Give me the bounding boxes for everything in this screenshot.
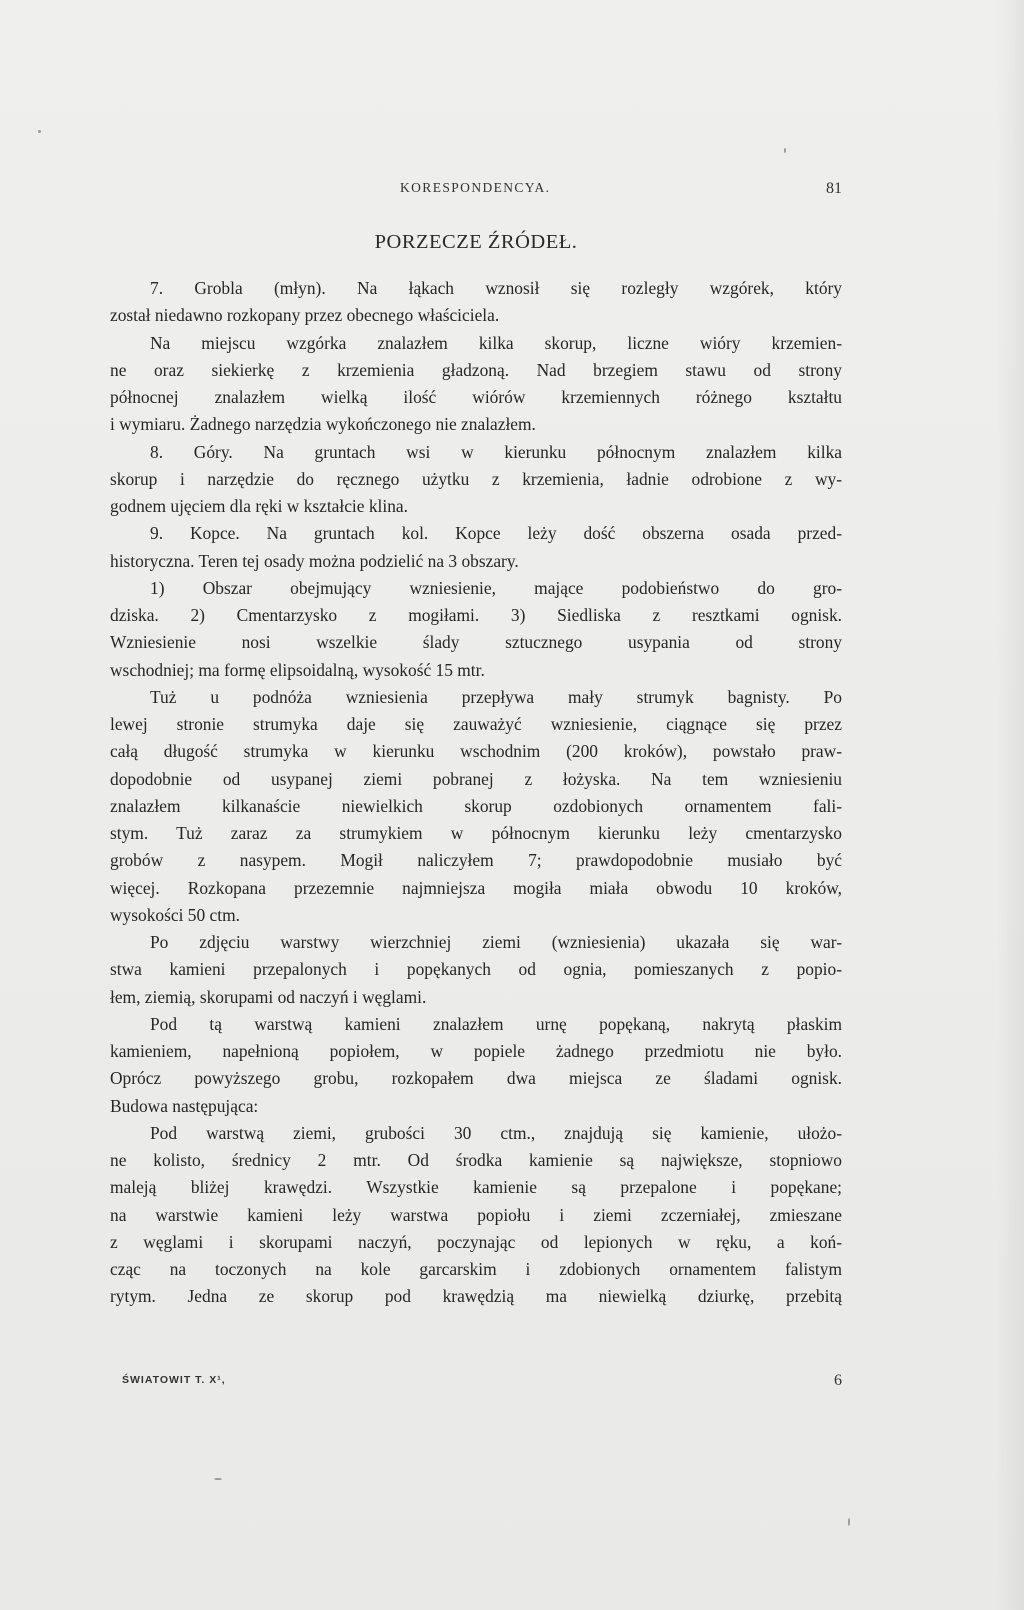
text-line: znalazłem kilkanaście niewielkich skorup ozdobionych ornamentem fali- xyxy=(110,795,842,816)
text-line: całą długość strumyka w kierunku wschodnim (200 kroków), powstało praw- xyxy=(110,741,842,762)
text-line: Oprócz powyższego grobu, rozkopałem dwa miejsca ze śladami ognisk. xyxy=(110,1068,842,1089)
text-line: ne oraz siekierkę z krzemienia gładzoną. Nad brzegiem stawu od strony xyxy=(110,359,842,380)
sheet-number: 6 xyxy=(834,1372,842,1389)
paper-speck xyxy=(848,1518,850,1526)
text-line: cząc na toczonych na kole garcarskim i zdobionych ornamentem falistym xyxy=(110,1259,842,1279)
text-line: maleją bliżej krawędzi. Wszystkie kamienie są przepalone i popękane; xyxy=(110,1177,842,1198)
page-header xyxy=(110,180,842,202)
text-line: Tuż u podnóża wzniesienia przepływa mały strumyk bagnisty. Po xyxy=(150,686,842,707)
text-line: grobów z nasypem. Mogił naliczyłem 7; prawdopodobnie musiało być xyxy=(110,850,842,871)
text-line: ne kolisto, średnicy 2 mtr. Od środka kamienie są największe, stopniowo xyxy=(110,1150,842,1170)
text-line: stwa kamieni przepalonych i popękanych od ognia, pomieszanych z popio- xyxy=(110,959,842,980)
text-line: stym. Tuż zaraz za strumykiem w północnym kierunku leży cmentarzysko xyxy=(110,823,842,843)
paper-speck xyxy=(38,130,41,133)
text-line: Na miejscu wzgórka znalazłem kilka skorup, liczne wióry krzemien- xyxy=(150,332,842,353)
paper-speck xyxy=(214,1478,222,1480)
text-line: Po zdjęciu warstwy wierzchniej ziemi (wzniesienia) ukazała się war- xyxy=(150,932,842,952)
text-line: łem, ziemią, skorupami od naczyń i węglami. xyxy=(110,986,427,1007)
signature-mark: ŚWIATOWIT T. X¹, xyxy=(122,1374,226,1386)
body-text xyxy=(110,275,842,1311)
text-line: na warstwie kamieni leży warstwa popiołu i ziemi zczerniałej, zmieszane xyxy=(110,1204,842,1225)
text-line: dopodobnie od usypanej ziemi pobranej z łożyska. Na tem wzniesieniu xyxy=(110,768,842,789)
text-line: Budowa następująca: xyxy=(110,1095,259,1116)
text-line: wysokości 50 ctm. xyxy=(110,904,240,925)
text-line: rytym. Jedna ze skorup pod krawędzią ma niewielką dziurkę, przebitą xyxy=(110,1286,842,1307)
text-line: Pod warstwą ziemi, grubości 30 ctm., znajdują się kamienie, ułożo- xyxy=(150,1122,842,1143)
text-line: dziska. 2) Cmentarzysko z mogiłami. 3) Siedliska z resztkami ognisk. xyxy=(110,605,842,625)
text-line: skorup i narzędzie do ręcznego użytku z krzemienia, ładnie odrobione z wy- xyxy=(110,468,842,489)
text-line: 9. Kopce. Na gruntach kol. Kopce leży dość obszerna osada przed- xyxy=(150,523,842,544)
text-line: 8. Góry. Na gruntach wsi w kierunku północnym znalazłem kilka xyxy=(150,441,842,462)
text-line: z węglami i skorupami naczyń, poczynając od lepionych w ręku, a koń- xyxy=(110,1231,842,1252)
text-line: i wymiaru. Żadnego narzędzia wykończonego nie znalazłem. xyxy=(110,414,536,435)
page-number: 81 xyxy=(826,180,842,197)
text-line: godnem ujęciem dla ręki w kształcie klina. xyxy=(110,496,408,516)
text-line: historyczna. Teren tej osady można podzielić na 3 obszary. xyxy=(110,550,519,571)
text-line: północnej znalazłem wielką ilość wiórów krzemiennych różnego kształtu xyxy=(110,387,842,407)
text-line: więcej. Rozkopana przezemnie najmniejsza mogiła miała obwodu 10 kroków, xyxy=(110,877,842,898)
text-line: lewej stronie strumyka daje się zauważyć wzniesienie, ciągnące się przez xyxy=(110,714,842,734)
page-footer xyxy=(110,1372,842,1392)
section-title: PORZECZE ŹRÓDEŁ. xyxy=(374,231,578,253)
text-line: wschodniej; ma formę elipsoidalną, wysokość 15 mtr. xyxy=(110,659,485,680)
running-head: KORESPONDENCYA. xyxy=(400,180,551,195)
text-line: kamieniem, napełnioną popiołem, w popiele żadnego przedmiotu nie było. xyxy=(110,1041,842,1061)
page-edge-shadow xyxy=(996,0,1024,1610)
text-line: został niedawno rozkopany przez obecnego właściciela. xyxy=(110,305,500,326)
paper-speck xyxy=(784,148,786,153)
text-line: 7. Grobla (młyn). Na łąkach wznosił się rozległy wzgórek, który xyxy=(150,278,842,298)
text-line: Wzniesienie nosi wszelkie ślady sztucznego usypania od strony xyxy=(110,632,842,653)
text-line: 1) Obszar obejmujący wzniesienie, mające podobieństwo do gro- xyxy=(150,577,842,598)
text-line: Pod tą warstwą kamieni znalazłem urnę popękaną, nakrytą płaskim xyxy=(150,1013,842,1034)
